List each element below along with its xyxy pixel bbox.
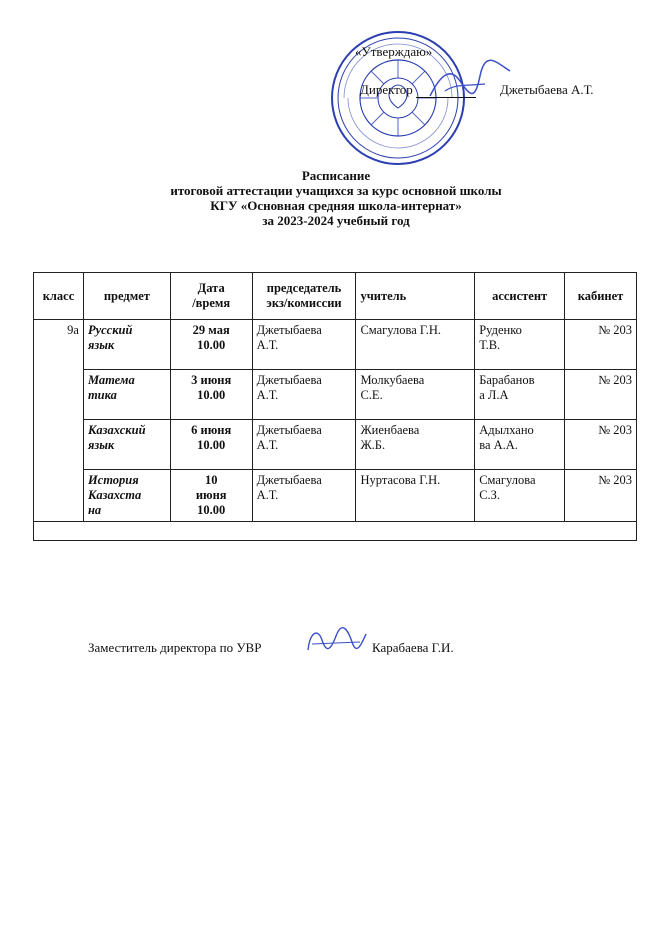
subject-cell: Казахский язык — [83, 420, 170, 470]
assistant-cell: Барабанов а Л.А — [475, 370, 565, 420]
table-row — [34, 320, 637, 370]
table-row — [34, 420, 637, 470]
schedule-table — [33, 272, 637, 541]
room-cell: № 203 — [565, 320, 637, 370]
title-line-1: Расписание — [301, 168, 371, 183]
header-room: кабинет — [565, 273, 637, 320]
title-line-3: КГУ «Основная средняя школа-интернат» — [210, 198, 462, 213]
empty-table-row — [34, 522, 637, 541]
empty-cell — [34, 522, 637, 541]
header-subject: предмет — [83, 273, 170, 320]
deputy-name: Карабаева Г.И. — [372, 640, 454, 655]
deputy-signature-icon — [300, 622, 370, 658]
chair-cell: Джетыбаева А.Т. — [252, 320, 356, 370]
approval-label: «Утверждаю» — [355, 44, 433, 59]
header-chair-line2: экз/комиссии — [266, 296, 342, 310]
header-date — [170, 273, 252, 320]
header-date-line2: /время — [192, 296, 231, 310]
director-name: Джетыбаева А.Т. — [500, 82, 594, 97]
header-chair — [252, 273, 356, 320]
chair-cell: Джетыбаева А.Т. — [252, 370, 356, 420]
teacher-cell: Смагулова Г.Н. — [356, 320, 475, 370]
teacher-cell: Жиенбаева Ж.Б. — [356, 420, 475, 470]
date-cell: 6 июня 10.00 — [170, 420, 252, 470]
subject-cell: История Казахста на — [83, 470, 170, 522]
room-cell: № 203 — [565, 470, 637, 522]
chair-cell: Джетыбаева А.Т. — [252, 470, 356, 522]
header-class: класс — [34, 273, 84, 320]
assistant-cell: Руденко Т.В. — [475, 320, 565, 370]
assistant-cell: Смагулова С.З. — [475, 470, 565, 522]
header-chair-line1: председатель — [266, 281, 342, 295]
deputy-label: Заместитель директора по УВР — [88, 640, 262, 655]
title-line-2: итоговой аттестации учащихся за курс основной школы — [170, 183, 502, 198]
table-header-row — [34, 273, 637, 320]
header-teacher: учитель — [356, 273, 475, 320]
date-cell: 3 июня 10.00 — [170, 370, 252, 420]
table-row — [34, 370, 637, 420]
table-row — [34, 470, 637, 522]
header-assistant: ассистент — [475, 273, 565, 320]
document-title — [0, 168, 672, 228]
subject-cell: Русский язык — [83, 320, 170, 370]
subject-cell: Матема тика — [83, 370, 170, 420]
teacher-cell: Молкубаева С.Е. — [356, 370, 475, 420]
header-date-line1: Дата — [197, 281, 225, 295]
director-label: Директор — [360, 82, 413, 97]
signature-underline — [416, 85, 476, 98]
date-cell: 29 мая 10.00 — [170, 320, 252, 370]
director-line — [360, 82, 476, 98]
assistant-cell: Адылхано ва А.А. — [475, 420, 565, 470]
room-cell: № 203 — [565, 420, 637, 470]
title-line-4: за 2023-2024 учебный год — [262, 213, 410, 228]
date-cell: 10 июня 10.00 — [170, 470, 252, 522]
class-cell: 9а — [34, 320, 84, 522]
chair-cell: Джетыбаева А.Т. — [252, 420, 356, 470]
room-cell: № 203 — [565, 370, 637, 420]
teacher-cell: Нуртасова Г.Н. — [356, 470, 475, 522]
